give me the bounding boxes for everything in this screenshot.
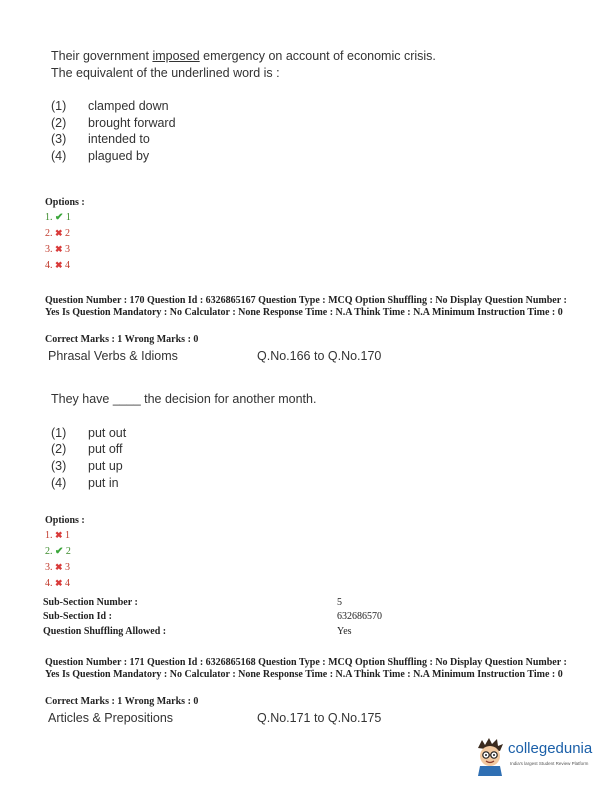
q169-choice-1: (1) clamped down: [51, 99, 169, 113]
cross-icon: ✖: [55, 578, 63, 588]
q169-choice-2: (2) brought forward: [51, 116, 176, 130]
q169-choice-4: (4) plagued by: [51, 149, 150, 163]
subsection-shuffle-label: Question Shuffling Allowed :: [43, 626, 167, 637]
check-icon: ✔: [55, 546, 64, 557]
q170-blank: ____: [112, 392, 141, 406]
cross-icon: ✖: [55, 244, 63, 254]
cross-icon: ✖: [55, 530, 63, 540]
q169-stem-before: Their government: [51, 49, 153, 63]
cross-icon: ✖: [55, 228, 63, 238]
q169-choice-3: (3) intended to: [51, 132, 150, 146]
q169-option-3: 3. ✖ 3: [45, 244, 71, 255]
q171-meta: Question Number : 171 Question Id : 6326865168 Question Type : MCQ Option Shuffling : No Display Question Number : Yes Is Question Mandatory : No Calculator : None Response Time : N.A Think Time : N.A Minimum Instruction Time : 0: [45, 657, 567, 680]
subsection-shuffle-value: Yes: [337, 626, 352, 637]
q170-choice-3: (3) put up: [51, 459, 123, 473]
q170-choice-2: (2) put off: [51, 442, 123, 456]
q170-stem: They have ____ the decision for another month.: [51, 392, 317, 406]
mascot-icon: [474, 736, 506, 776]
q169-options-label: Options :: [45, 197, 85, 208]
check-icon: ✔: [55, 212, 64, 223]
q170-options-label: Options :: [45, 515, 85, 526]
collegedunia-logo: [474, 736, 604, 776]
q169-stem-after: emergency on account of economic crisis.: [199, 49, 436, 63]
q170-section-range: Q.No.166 to Q.No.170: [257, 349, 382, 363]
q169-stem-line2: The equivalent of the underlined word is :: [51, 66, 280, 80]
q169-underlined-word: imposed: [152, 49, 200, 63]
q170-choice-4: (4) put in: [51, 476, 119, 490]
logo-tagline: India's largest Student Review Platform: [510, 761, 589, 766]
q170-option-3: 3. ✖ 3: [45, 562, 71, 573]
q170-meta: Question Number : 170 Question Id : 6326865167 Question Type : MCQ Option Shuffling : No Display Question Number : Yes Is Question Mandatory : No Calculator : None Response Time : N.A Think Time : N.A Minimum Instruction Time : 0: [45, 295, 567, 318]
cross-icon: ✖: [55, 260, 63, 270]
q170-option-4: 4. ✖ 4: [45, 578, 71, 589]
q171-marks: Correct Marks : 1 Wrong Marks : 0: [45, 696, 199, 707]
q170-section-name: Phrasal Verbs & Idioms: [48, 349, 178, 363]
subsection-id-label: Sub-Section Id :: [43, 611, 112, 622]
subsection-id-value: 632686570: [337, 611, 382, 622]
q170-option-2: 2. ✔ 2: [45, 546, 71, 557]
logo-name: collegedunia: [508, 740, 593, 757]
q171-section-name: Articles & Prepositions: [48, 711, 174, 725]
q170-choice-1: (1) put out: [51, 426, 127, 440]
subsection-number-value: 5: [337, 597, 342, 608]
cross-icon: ✖: [55, 562, 63, 572]
q171-section-range: Q.No.171 to Q.No.175: [257, 711, 382, 725]
q169-option-2: 2. ✖ 2: [45, 228, 71, 239]
q169-stem-line1: [51, 49, 436, 63]
q170-marks: Correct Marks : 1 Wrong Marks : 0: [45, 334, 199, 345]
q169-option-1: 1. ✔ 1: [45, 212, 71, 223]
q169-option-4: 4. ✖ 4: [45, 260, 71, 271]
q170-option-1: 1. ✖ 1: [45, 530, 71, 541]
subsection-number-label: Sub-Section Number :: [43, 597, 138, 608]
